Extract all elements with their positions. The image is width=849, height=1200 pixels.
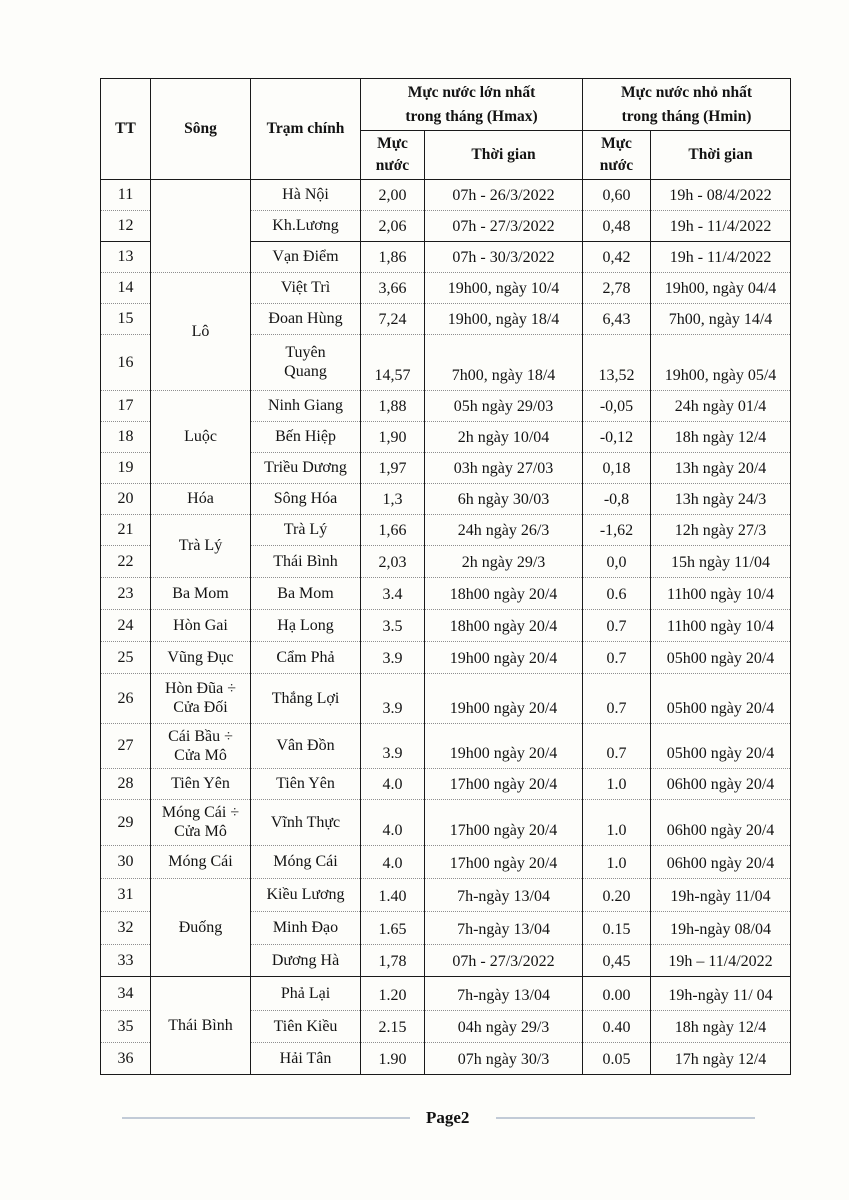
hmin-time-cell: 19h00, ngày 05/4 — [651, 334, 791, 390]
hmin-value-cell: 0.05 — [583, 1042, 651, 1074]
river-cell: Tiên Yên — [151, 768, 251, 799]
hmin-time-cell: 18h ngày 12/4 — [651, 1010, 791, 1042]
tt-cell: 30 — [101, 845, 151, 878]
station-cell: Ninh Giang — [251, 390, 361, 421]
river-cell: Hòn Gai — [151, 609, 251, 641]
hmin-value-cell: 0.7 — [583, 609, 651, 641]
hmin-value-cell: 6,43 — [583, 303, 651, 334]
hmin-time-cell: 15h ngày 11/04 — [651, 545, 791, 577]
tt-cell: 23 — [101, 577, 151, 609]
hmax-time-cell: 07h ngày 30/3 — [425, 1042, 583, 1074]
tt-cell: 33 — [101, 944, 151, 976]
river-cell: Đuống — [151, 878, 251, 976]
hmin-value-cell: 13,52 — [583, 334, 651, 390]
river-cell — [151, 179, 251, 272]
hmax-value-cell: 4.0 — [361, 845, 425, 878]
station-cell: Kiều Lương — [251, 878, 361, 911]
hmax-value-cell: 1,86 — [361, 241, 425, 272]
tt-cell: 32 — [101, 911, 151, 944]
hmax-value-cell: 1.20 — [361, 976, 425, 1010]
hmin-value-cell: 0.7 — [583, 723, 651, 768]
river-cell: Lô — [151, 272, 251, 390]
station-cell: Thắng Lợi — [251, 673, 361, 723]
station-cell: Ba Mom — [251, 577, 361, 609]
tt-cell: 11 — [101, 179, 151, 210]
tt-cell: 35 — [101, 1010, 151, 1042]
station-cell: Hạ Long — [251, 609, 361, 641]
river-cell: Hóa — [151, 483, 251, 514]
river-cell: Ba Mom — [151, 577, 251, 609]
river-cell: Móng Cái — [151, 845, 251, 878]
hmax-time-cell: 19h00, ngày 18/4 — [425, 303, 583, 334]
hmin-value-cell: 0.7 — [583, 641, 651, 673]
hmin-value-cell: -0,05 — [583, 390, 651, 421]
footer-line-right — [496, 1117, 755, 1119]
hmax-time-cell: 19h00 ngày 20/4 — [425, 641, 583, 673]
hmin-value-cell: 1.0 — [583, 845, 651, 878]
hmin-value-cell: -0,12 — [583, 421, 651, 452]
hmin-value-cell: 0,45 — [583, 944, 651, 976]
station-cell: Việt Trì — [251, 272, 361, 303]
tt-cell: 25 — [101, 641, 151, 673]
hmin-time-cell: 05h00 ngày 20/4 — [651, 641, 791, 673]
hmax-value-cell: 3.9 — [361, 673, 425, 723]
tt-cell: 21 — [101, 514, 151, 545]
hmax-time-cell: 07h - 27/3/2022 — [425, 944, 583, 976]
col-header-station: Trạm chính — [251, 79, 361, 180]
hmin-time-cell: 17h ngày 12/4 — [651, 1042, 791, 1074]
table-row — [101, 272, 791, 303]
hmax-time-cell: 24h ngày 26/3 — [425, 514, 583, 545]
hmax-time-cell: 17h00 ngày 20/4 — [425, 768, 583, 799]
station-cell: Bến Hiệp — [251, 421, 361, 452]
hmin-time-cell: 18h ngày 12/4 — [651, 421, 791, 452]
station-cell: Đoan Hùng — [251, 303, 361, 334]
station-cell: Vân Đồn — [251, 723, 361, 768]
station-cell: Kh.Lương — [251, 210, 361, 241]
station-cell: Móng Cái — [251, 845, 361, 878]
tt-cell: 19 — [101, 452, 151, 483]
water-level-table — [100, 78, 791, 1075]
station-cell: Cẩm Phả — [251, 641, 361, 673]
hmax-time-cell: 17h00 ngày 20/4 — [425, 799, 583, 845]
col-header-hmin-level: Mực nước — [583, 131, 651, 180]
tt-cell: 12 — [101, 210, 151, 241]
hmin-time-cell: 19h - 11/4/2022 — [651, 241, 791, 272]
hmax-value-cell: 1,97 — [361, 452, 425, 483]
tt-cell: 20 — [101, 483, 151, 514]
hmin-time-cell: 19h-ngày 11/04 — [651, 878, 791, 911]
hmax-time-cell: 19h00 ngày 20/4 — [425, 673, 583, 723]
hmin-time-cell: 13h ngày 24/3 — [651, 483, 791, 514]
hmax-time-cell: 04h ngày 29/3 — [425, 1010, 583, 1042]
hmin-time-cell: 7h00, ngày 14/4 — [651, 303, 791, 334]
table-row — [101, 390, 791, 421]
hmin-value-cell: 1.0 — [583, 768, 651, 799]
hmax-time-cell: 07h - 26/3/2022 — [425, 179, 583, 210]
station-cell: Dương Hà — [251, 944, 361, 976]
hmax-value-cell: 2,06 — [361, 210, 425, 241]
tt-cell: 22 — [101, 545, 151, 577]
river-cell: Vũng Đục — [151, 641, 251, 673]
hmin-time-cell: 19h - 08/4/2022 — [651, 179, 791, 210]
hmax-time-cell: 18h00 ngày 20/4 — [425, 609, 583, 641]
river-cell: Trà Lý — [151, 514, 251, 577]
river-cell: Hòn Đũa ÷ Cửa Đối — [151, 673, 251, 723]
hmax-value-cell: 4.0 — [361, 799, 425, 845]
hmax-time-cell: 19h00 ngày 20/4 — [425, 723, 583, 768]
table-header — [101, 79, 791, 180]
station-cell: Trà Lý — [251, 514, 361, 545]
station-cell: Tiên Kiều — [251, 1010, 361, 1042]
col-header-hmin-time: Thời gian — [651, 131, 791, 180]
table-row — [101, 577, 791, 609]
tt-cell: 36 — [101, 1042, 151, 1074]
col-header-hmin-group: Mực nước nhỏ nhất trong tháng (Hmin) — [583, 79, 791, 131]
col-header-hmax-group: Mực nước lớn nhất trong tháng (Hmax) — [361, 79, 583, 131]
station-cell: Tiên Yên — [251, 768, 361, 799]
hmax-value-cell: 1.40 — [361, 878, 425, 911]
header-row-groups — [101, 79, 791, 131]
tt-cell: 15 — [101, 303, 151, 334]
tt-cell: 24 — [101, 609, 151, 641]
hmin-time-cell: 05h00 ngày 20/4 — [651, 673, 791, 723]
hmin-value-cell: 0.7 — [583, 673, 651, 723]
hmax-value-cell: 1,88 — [361, 390, 425, 421]
hmin-value-cell: 0,42 — [583, 241, 651, 272]
hmax-value-cell: 1,66 — [361, 514, 425, 545]
station-cell: Phả Lại — [251, 976, 361, 1010]
station-cell: Vĩnh Thực — [251, 799, 361, 845]
hmax-time-cell: 6h ngày 30/03 — [425, 483, 583, 514]
tt-cell: 18 — [101, 421, 151, 452]
station-cell: Vạn Điểm — [251, 241, 361, 272]
tt-cell: 27 — [101, 723, 151, 768]
hmin-time-cell: 19h – 11/4/2022 — [651, 944, 791, 976]
tt-cell: 13 — [101, 241, 151, 272]
station-cell: Tuyên Quang — [251, 334, 361, 390]
tt-cell: 14 — [101, 272, 151, 303]
table-body — [101, 179, 791, 1074]
table-row — [101, 514, 791, 545]
hmax-value-cell: 3.9 — [361, 641, 425, 673]
tt-cell: 28 — [101, 768, 151, 799]
hmax-time-cell: 7h-ngày 13/04 — [425, 878, 583, 911]
station-cell: Minh Đạo — [251, 911, 361, 944]
hmax-value-cell: 3.9 — [361, 723, 425, 768]
hmin-value-cell: 2,78 — [583, 272, 651, 303]
table-row — [101, 641, 791, 673]
hmin-time-cell: 24h ngày 01/4 — [651, 390, 791, 421]
table-row — [101, 483, 791, 514]
hmin-value-cell: 0,60 — [583, 179, 651, 210]
hmin-value-cell: 1.0 — [583, 799, 651, 845]
station-cell: Thái Bình — [251, 545, 361, 577]
hmax-value-cell: 7,24 — [361, 303, 425, 334]
hmax-time-cell: 7h-ngày 13/04 — [425, 976, 583, 1010]
col-header-hmax-level: Mực nước — [361, 131, 425, 180]
hmin-time-cell: 11h00 ngày 10/4 — [651, 609, 791, 641]
hmin-time-cell: 19h-ngày 08/04 — [651, 911, 791, 944]
hmin-time-cell: 06h00 ngày 20/4 — [651, 845, 791, 878]
hmin-time-cell: 19h-ngày 11/ 04 — [651, 976, 791, 1010]
hmax-value-cell: 4.0 — [361, 768, 425, 799]
col-header-hmax-time: Thời gian — [425, 131, 583, 180]
hmin-value-cell: 0,48 — [583, 210, 651, 241]
hmax-value-cell: 2,03 — [361, 545, 425, 577]
hmax-value-cell: 3,66 — [361, 272, 425, 303]
hmin-value-cell: 0.6 — [583, 577, 651, 609]
station-cell: Sông Hóa — [251, 483, 361, 514]
station-cell: Hải Tân — [251, 1042, 361, 1074]
tt-cell: 29 — [101, 799, 151, 845]
hmin-time-cell: 13h ngày 20/4 — [651, 452, 791, 483]
tt-cell: 34 — [101, 976, 151, 1010]
hmin-time-cell: 12h ngày 27/3 — [651, 514, 791, 545]
table-row — [101, 609, 791, 641]
table-row — [101, 673, 791, 723]
hmax-value-cell: 1,90 — [361, 421, 425, 452]
tt-cell: 17 — [101, 390, 151, 421]
hmax-value-cell: 14,57 — [361, 334, 425, 390]
hmax-time-cell: 2h ngày 10/04 — [425, 421, 583, 452]
hmin-value-cell: 0,0 — [583, 545, 651, 577]
hmax-value-cell: 3.4 — [361, 577, 425, 609]
tt-cell: 26 — [101, 673, 151, 723]
hmax-time-cell: 07h - 30/3/2022 — [425, 241, 583, 272]
page-footer — [122, 1108, 764, 1128]
river-cell: Cái Bầu ÷ Cửa Mô — [151, 723, 251, 768]
hmin-time-cell: 05h00 ngày 20/4 — [651, 723, 791, 768]
table-row — [101, 878, 791, 911]
hmin-time-cell: 19h - 11/4/2022 — [651, 210, 791, 241]
tt-cell: 31 — [101, 878, 151, 911]
table-row — [101, 845, 791, 878]
footer-line-left — [122, 1117, 410, 1119]
hmax-time-cell: 18h00 ngày 20/4 — [425, 577, 583, 609]
table-row — [101, 179, 791, 210]
station-cell: Triều Dương — [251, 452, 361, 483]
table-row — [101, 976, 791, 1010]
river-cell: Móng Cái ÷ Cửa Mô — [151, 799, 251, 845]
hmax-value-cell: 2,00 — [361, 179, 425, 210]
hmin-value-cell: 0.15 — [583, 911, 651, 944]
hmin-time-cell: 19h00, ngày 04/4 — [651, 272, 791, 303]
hmax-value-cell: 1,78 — [361, 944, 425, 976]
col-header-river: Sông — [151, 79, 251, 180]
col-header-tt: TT — [101, 79, 151, 180]
hmax-time-cell: 07h - 27/3/2022 — [425, 210, 583, 241]
hmin-value-cell: -1,62 — [583, 514, 651, 545]
river-cell: Thái Bình — [151, 976, 251, 1074]
hmax-value-cell: 1,3 — [361, 483, 425, 514]
station-cell: Hà Nội — [251, 179, 361, 210]
hmin-time-cell: 11h00 ngày 10/4 — [651, 577, 791, 609]
river-cell: Luộc — [151, 390, 251, 483]
hmin-time-cell: 06h00 ngày 20/4 — [651, 768, 791, 799]
hmax-value-cell: 1.65 — [361, 911, 425, 944]
hmax-value-cell: 1.90 — [361, 1042, 425, 1074]
hmax-time-cell: 7h00, ngày 18/4 — [425, 334, 583, 390]
hmax-time-cell: 2h ngày 29/3 — [425, 545, 583, 577]
hmax-time-cell: 05h ngày 29/03 — [425, 390, 583, 421]
hmin-value-cell: -0,8 — [583, 483, 651, 514]
hmin-value-cell: 0.40 — [583, 1010, 651, 1042]
hmax-time-cell: 03h ngày 27/03 — [425, 452, 583, 483]
table-row — [101, 799, 791, 845]
page-number: Page2 — [426, 1108, 470, 1127]
hmax-time-cell: 19h00, ngày 10/4 — [425, 272, 583, 303]
hmax-value-cell: 3.5 — [361, 609, 425, 641]
table-row — [101, 723, 791, 768]
tt-cell: 16 — [101, 334, 151, 390]
hmin-value-cell: 0.00 — [583, 976, 651, 1010]
hmin-value-cell: 0,18 — [583, 452, 651, 483]
table-row — [101, 768, 791, 799]
hmin-value-cell: 0.20 — [583, 878, 651, 911]
hmax-time-cell: 17h00 ngày 20/4 — [425, 845, 583, 878]
hmax-value-cell: 2.15 — [361, 1010, 425, 1042]
hmin-time-cell: 06h00 ngày 20/4 — [651, 799, 791, 845]
hmax-time-cell: 7h-ngày 13/04 — [425, 911, 583, 944]
